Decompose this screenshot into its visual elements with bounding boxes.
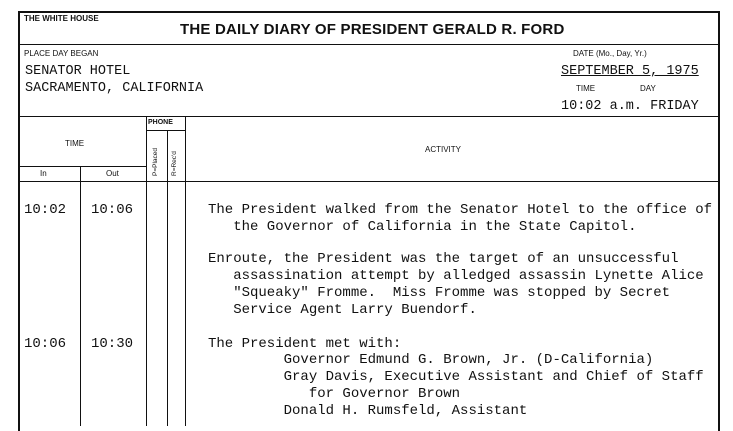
- entry-2-activity-line-1: The President met with:: [208, 336, 402, 352]
- entry-1-time-in: 10:02: [24, 202, 67, 218]
- entry-1-activity-line-4: Enroute, the President was the target of an unsuccessful: [208, 251, 679, 267]
- place-label: PLACE DAY BEGAN: [24, 49, 99, 58]
- time-column-header: TIME: [65, 139, 85, 148]
- in-column-header: In: [40, 169, 47, 178]
- place-line-2: SACRAMENTO, CALIFORNIA: [25, 81, 204, 96]
- day-label: DAY: [640, 84, 656, 93]
- entry-1-activity-line-7: Service Agent Larry Buendorf.: [208, 302, 477, 318]
- entry-1-activity-line-1: The President walked from the Senator Hotel to the office of: [208, 202, 713, 218]
- date-value: SEPTEMBER 5, 1975: [561, 64, 699, 79]
- time-subheader-rule: [18, 166, 146, 167]
- phone-split-divider: [167, 130, 168, 426]
- time-phone-divider: [146, 116, 147, 426]
- place-line-1: SENATOR HOTEL: [25, 64, 131, 79]
- in-out-divider: [80, 166, 81, 426]
- phone-activity-divider: [185, 116, 186, 426]
- entry-2-activity-line-3: Gray Davis, Executive Assistant and Chief of Staff: [208, 369, 704, 385]
- phone-column-header: PHONE: [148, 119, 173, 126]
- page-title: THE DAILY DIARY OF PRESIDENT GERALD R. FORD: [180, 21, 565, 38]
- placed-column-header: P=Placed: [152, 147, 159, 176]
- header-rule: [18, 44, 720, 45]
- column-header-rule: [18, 181, 720, 182]
- entry-1-activity-line-2: the Governor of California in the State Capitol.: [208, 219, 637, 235]
- out-column-header: Out: [106, 169, 119, 178]
- entry-1-activity-line-5: assassination attempt by alledged assassin Lynette Alice: [208, 268, 704, 284]
- entry-2-time-out: 10:30: [91, 336, 134, 352]
- place-rule: [18, 116, 720, 117]
- time-label: TIME: [576, 84, 596, 93]
- entry-1-activity-line-6: "Squeaky" Fromme. Miss Fromme was stopped by Secret: [208, 285, 671, 301]
- phone-subheader-rule: [146, 130, 185, 131]
- activity-column-header: ACTIVITY: [425, 145, 462, 154]
- received-column-header: R=Rec'd: [171, 151, 178, 176]
- time-day-value: 10:02 a.m. FRIDAY: [561, 99, 699, 114]
- entry-1-time-out: 10:06: [91, 202, 134, 218]
- entry-2-activity-line-5: Donald H. Rumsfeld, Assistant: [208, 403, 528, 419]
- entry-2-activity-line-4: for Governor Brown: [208, 386, 461, 402]
- date-label: DATE (Mo., Day, Yr.): [573, 49, 647, 58]
- entry-2-activity-line-2: Governor Edmund G. Brown, Jr. (D-California): [208, 352, 654, 368]
- entry-2-time-in: 10:06: [24, 336, 67, 352]
- agency-label: THE WHITE HOUSE: [24, 14, 99, 23]
